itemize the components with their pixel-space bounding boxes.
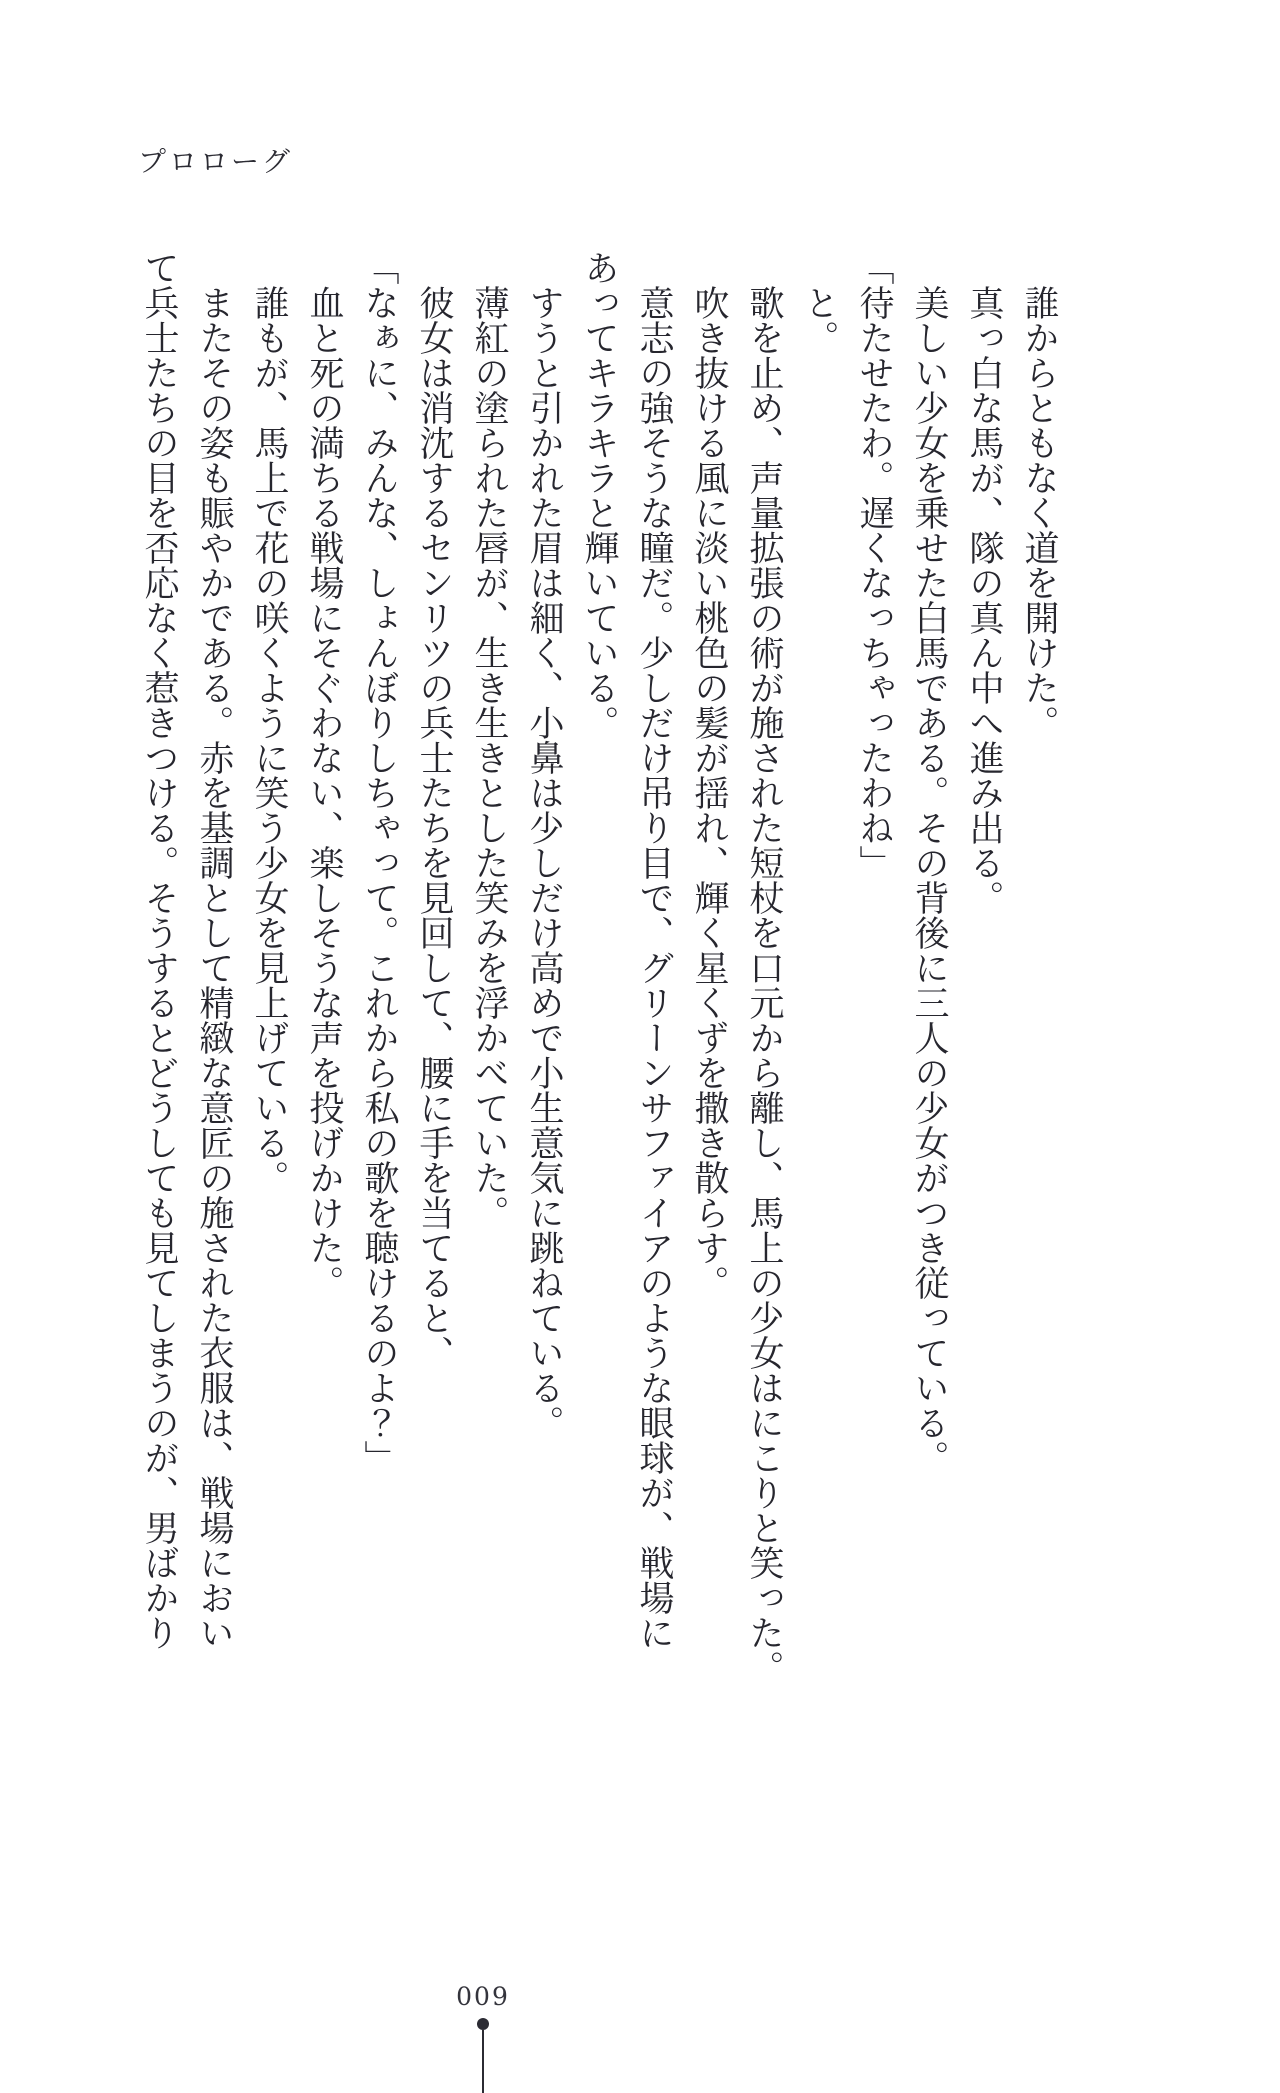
text-line: 意志の強そうな瞳だ。少しだけ吊り目で、グリーンサファイアのような眼球が、戦場に: [634, 250, 674, 1650]
text-line: あってキラキラと輝いている。: [579, 250, 619, 740]
text-line: 歌を止め、声量拡張の術が施された短杖を口元から離し、馬上の少女はにこりと笑った。: [744, 250, 784, 1685]
text-line: 薄紅の塗られた唇が、生き生きとした笑みを浮かべていた。: [469, 250, 509, 1230]
page-number: 009: [456, 1982, 510, 2011]
text-line: 彼女は消沈するセンリツの兵士たちを見回して、腰に手を当てると、: [414, 250, 454, 1370]
prologue-text: [131, 250, 1066, 1685]
footer-ornament-dot-icon: [477, 2018, 489, 2030]
text-line: 真っ白な馬が、隊の真ん中へ進み出る。: [964, 250, 1004, 915]
text-line: 吹き抜ける風に淡い桃色の髪が揺れ、輝く星くずを撒き散らす。: [689, 250, 729, 1300]
text-line: 誰もが、馬上で花の咲くように笑う少女を見上げている。: [249, 250, 289, 1195]
text-line: 美しい少女を乗せた白馬である。その背後に三人の少女がつき従っている。: [909, 250, 949, 1475]
text-line: と。: [799, 250, 839, 355]
text-line: 「なぁに、みんな、しょんぼりしちゃって。これから私の歌を聴けるのよ？」: [359, 250, 399, 1475]
chapter-header: プロローグ: [138, 145, 294, 178]
text-line: 血と死の満ちる戦場にそぐわない、楽しそうな声を投げかけた。: [304, 250, 344, 1300]
text-line: 「待たせたわ。遅くなっちゃったわね」: [854, 250, 894, 880]
text-line: て兵士たちの目を否応なく惹きつける。そうするとどうしても見てしまうのが、男ばかり: [139, 250, 179, 1650]
text-line: すうと引かれた眉は細く、小鼻は少しだけ高めで小生意気に跳ねている。: [524, 250, 564, 1440]
text-line: またその姿も賑やかである。赤を基調として精緻な意匠の施された衣服は、戦場におい: [194, 250, 234, 1650]
footer-ornament-line: [482, 2030, 484, 2093]
text-line: 誰からともなく道を開けた。: [1019, 250, 1059, 740]
